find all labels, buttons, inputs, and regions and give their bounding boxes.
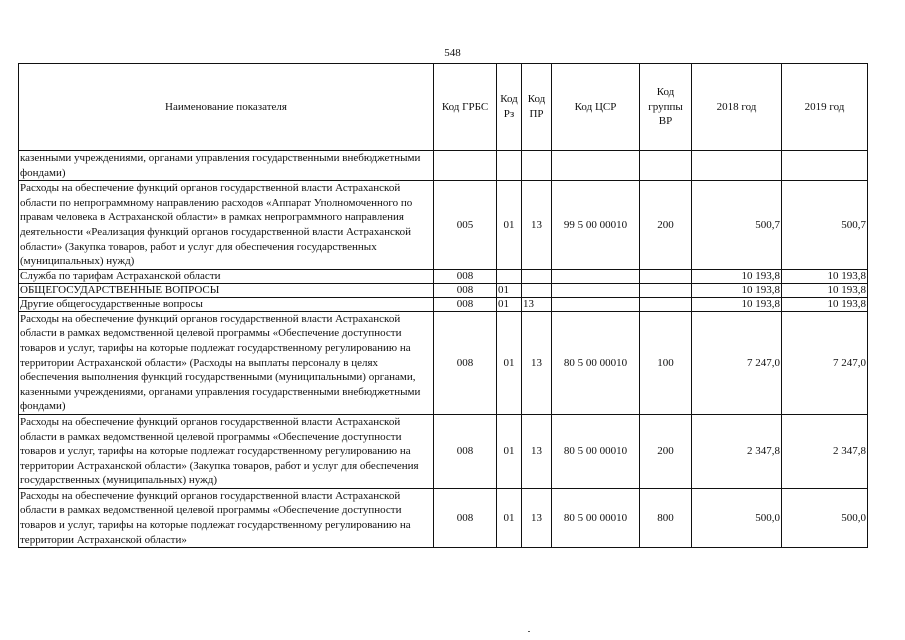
row-csr: [552, 283, 640, 297]
row-vr: 800: [640, 488, 692, 547]
row-grbs: 008: [434, 311, 497, 414]
row-pr: 13: [522, 488, 552, 547]
row-rz: 01: [497, 297, 522, 311]
row-grbs: [434, 151, 497, 181]
row-2018: 10 193,8: [692, 269, 782, 283]
table-row: [19, 151, 868, 181]
row-pr: 13: [522, 181, 552, 270]
row-name: Расходы на обеспечение функций органов государственной власти Астраханской области в рамках ведомственной целевой программы «Обеспечение доступности товаров и услуг, тарифы на которые подлежат государственному регулированию на территории Астраханской области»: [19, 488, 434, 547]
page-number: 548: [444, 47, 461, 59]
row-vr: [640, 151, 692, 181]
row-2019: 10 193,8: [782, 297, 868, 311]
row-vr: 100: [640, 311, 692, 414]
row-csr: 80 5 00 00010: [552, 311, 640, 414]
row-2018: 500,0: [692, 488, 782, 547]
row-vr: 200: [640, 414, 692, 488]
row-2019: 10 193,8: [782, 283, 868, 297]
table-header-row: [19, 64, 868, 151]
row-vr: 200: [640, 181, 692, 270]
row-name: Служба по тарифам Астраханской области: [19, 269, 434, 283]
budget-table: [18, 63, 868, 548]
row-name: казенными учреждениями, органами управления государственными внебюджетными фондами): [19, 151, 434, 181]
row-name: Расходы на обеспечение функций органов государственной власти Астраханской области по непрограммному направлению расходов «Аппарат Уполномоченного по правам человека в Астраханской области» в рамках непрограммного направления деятельности «Реализация функций органов государственной власти Астраханской области» (Закупка товаров, работ и услуг для обеспечения государственных (муниципальных) нужд): [19, 181, 434, 270]
row-name: ОБЩЕГОСУДАРСТВЕННЫЕ ВОПРОСЫ: [19, 283, 434, 297]
table-row: [19, 297, 868, 311]
header-grbs: Код ГРБС: [434, 64, 497, 151]
row-pr: [522, 151, 552, 181]
row-pr: 13: [522, 297, 552, 311]
row-rz: [497, 151, 522, 181]
row-csr: [552, 297, 640, 311]
row-2019: 7 247,0: [782, 311, 868, 414]
row-2019: 2 347,8: [782, 414, 868, 488]
row-rz: 01: [497, 414, 522, 488]
row-2019: 10 193,8: [782, 269, 868, 283]
row-vr: [640, 269, 692, 283]
row-name: Расходы на обеспечение функций органов государственной власти Астраханской области в рамках ведомственной целевой программы «Обеспечение доступности товаров и услуг, тарифы на которые подлежат государственному регулированию на территории Астраханской области» (Расходы на выплаты персоналу в целях обеспечения выполнения функций государственными (муниципальными) органами, казенными учреждениями, органами управления государственными внебюджетными фондами): [19, 311, 434, 414]
row-csr: 99 5 00 00010: [552, 181, 640, 270]
row-grbs: 008: [434, 283, 497, 297]
row-2018: 7 247,0: [692, 311, 782, 414]
scan-speck: [528, 631, 530, 632]
row-rz: 01: [497, 488, 522, 547]
table-row: [19, 283, 868, 297]
row-csr: [552, 269, 640, 283]
row-vr: [640, 283, 692, 297]
row-pr: 13: [522, 311, 552, 414]
row-2018: 10 193,8: [692, 283, 782, 297]
row-grbs: 008: [434, 488, 497, 547]
row-name: Другие общегосударственные вопросы: [19, 297, 434, 311]
header-csr: Код ЦСР: [552, 64, 640, 151]
table-row: [19, 414, 868, 488]
header-name: Наименование показателя: [19, 64, 434, 151]
row-pr: [522, 269, 552, 283]
row-2018: [692, 151, 782, 181]
header-pr: Код ПР: [522, 64, 552, 151]
row-grbs: 008: [434, 269, 497, 283]
row-rz: 01: [497, 311, 522, 414]
row-csr: [552, 151, 640, 181]
table-row: [19, 269, 868, 283]
header-vr: Код группы ВР: [640, 64, 692, 151]
table-row: [19, 488, 868, 547]
header-2019: 2019 год: [782, 64, 868, 151]
row-2019: 500,7: [782, 181, 868, 270]
row-csr: 80 5 00 00010: [552, 414, 640, 488]
row-2019: [782, 151, 868, 181]
table-row: [19, 311, 868, 414]
row-2018: 10 193,8: [692, 297, 782, 311]
row-grbs: 005: [434, 181, 497, 270]
row-2018: 500,7: [692, 181, 782, 270]
row-2018: 2 347,8: [692, 414, 782, 488]
row-2019: 500,0: [782, 488, 868, 547]
row-pr: 13: [522, 414, 552, 488]
row-rz: 01: [497, 181, 522, 270]
row-name: Расходы на обеспечение функций органов государственной власти Астраханской области в рамках ведомственной целевой программы «Обеспечение доступности товаров и услуг, тарифы на которые подлежат государственному регулированию на территории Астраханской области» (Закупка товаров, работ и услуг для обеспечения государственных (муниципальных) нужд): [19, 414, 434, 488]
row-csr: 80 5 00 00010: [552, 488, 640, 547]
row-pr: [522, 283, 552, 297]
row-vr: [640, 297, 692, 311]
row-rz: 01: [497, 283, 522, 297]
row-rz: [497, 269, 522, 283]
header-rz: Код Рз: [497, 64, 522, 151]
row-grbs: 008: [434, 414, 497, 488]
row-grbs: 008: [434, 297, 497, 311]
header-2018: 2018 год: [692, 64, 782, 151]
table-row: [19, 181, 868, 270]
